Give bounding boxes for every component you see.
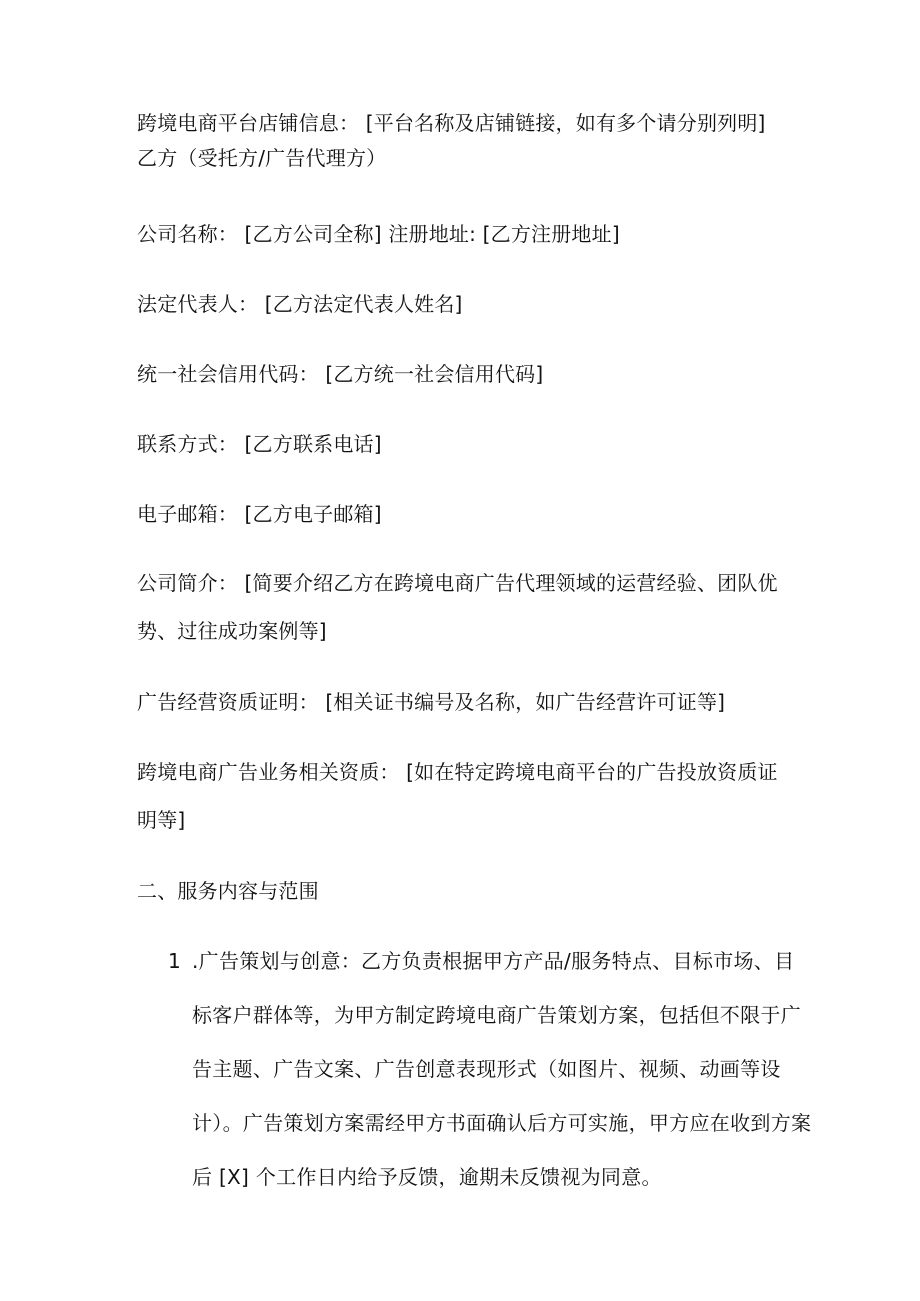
list-item-text: .广告策划与创意：乙方负责根据甲方产品/服务特点、目标市场、目标客户群体等，为甲方制定跨境电商广告策划方案，包括但不限于广告主题、广告文案、广告创意表现形式（如图片、视频、动画等设计）。广告策划方案需经甲方书面确认后方可实施，甲方应在收到方案后 [X] 个工作日内给予反馈，逾期未反馈视为同意。 — [192, 949, 812, 1189]
credit-code-line: 统一社会信用代码： [乙方统一社会信用代码] — [137, 362, 544, 386]
company-intro-line-1: 公司简介： [简要介绍乙方在跨境电商广告代理领域的运营经验、团队优 — [137, 571, 778, 595]
ad-license-line: 广告经营资质证明： [相关证书编号及名称，如广告经营许可证等] — [137, 690, 726, 714]
email-line: 电子邮箱： [乙方电子邮箱] — [137, 502, 382, 526]
crossborder-qualification-line-2: 明等] — [137, 808, 186, 832]
section-title-service-scope: 二、服务内容与范围 — [137, 879, 319, 903]
contact-line: 联系方式： [乙方联系电话] — [137, 432, 382, 456]
party-b-heading: 乙方（受托方/广告代理方） — [137, 146, 387, 170]
company-name-line: 公司名称： [乙方公司全称] 注册地址: [乙方注册地址] — [137, 222, 620, 246]
list-item-number: 1 — [168, 949, 181, 973]
company-intro-line-2: 势、过往成功案例等] — [137, 619, 327, 643]
crossborder-qualification-line-1: 跨境电商广告业务相关资质： [如在特定跨境电商平台的广告投放资质证 — [137, 760, 778, 784]
legal-representative-line: 法定代表人： [乙方法定代表人姓名] — [137, 292, 463, 316]
platform-store-info: 跨境电商平台店铺信息： [平台名称及店铺链接，如有多个请分别列明] — [137, 111, 766, 135]
